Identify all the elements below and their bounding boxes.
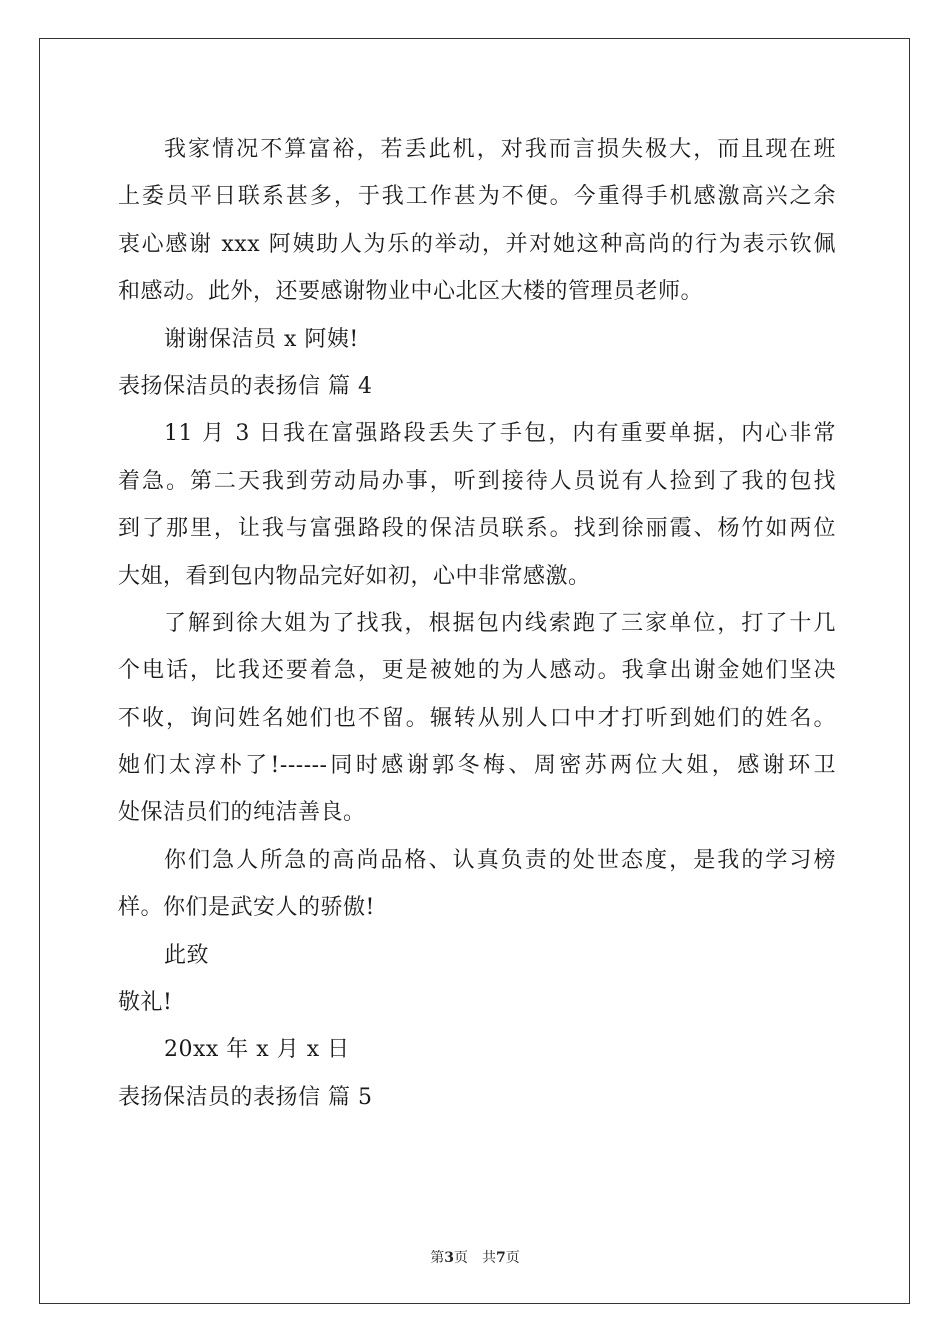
text-line: 不收，询问姓名她们也不留。辗转从别人口中才打听到她们的姓名。	[118, 705, 836, 731]
text-line: 了解到徐大姐为了找我，根据包内线索跑了三家单位，打了十几	[164, 610, 836, 636]
text-line: 此致	[164, 942, 210, 968]
text-line: 20xx 年 x 月 x 日	[164, 1037, 350, 1063]
footer-page-prefix: 第	[430, 1250, 445, 1266]
text-line: 表扬保洁员的表扬信 篇 4	[118, 373, 373, 399]
text-line: 你们急人所急的高尚品格、认真负责的处世态度，是我的学习榜	[164, 847, 836, 873]
text-line: 个电话，比我还要着急，更是被她的为人感动。我拿出谢金她们坚决	[118, 658, 836, 684]
text-line: 衷心感谢 xxx 阿姨助人为乐的举动，并对她这种高尚的行为表示钦佩	[118, 231, 836, 257]
text-line: 处保洁员们的纯洁善良。	[118, 800, 366, 826]
footer-total-suffix: 页	[505, 1250, 520, 1266]
text-line: 大姐，看到包内物品完好如初，心中非常感激。	[118, 563, 591, 589]
text-line: 敬礼!	[118, 990, 173, 1016]
page-footer	[0, 1247, 950, 1267]
footer-page-number: 3	[444, 1250, 454, 1266]
text-line: 表扬保洁员的表扬信 篇 5	[118, 1084, 373, 1110]
footer-total-prefix: 共	[482, 1250, 496, 1266]
footer-page-suffix: 页	[454, 1250, 468, 1266]
text-line: 11 月 3 日我在富强路段丢失了手包，内有重要单据，内心非常	[164, 421, 836, 447]
text-line: 着急。第二天我到劳动局办事，听到接待人员说有人捡到了我的包找	[118, 468, 836, 494]
text-line: 我家情况不算富裕，若丢此机，对我而言损失极大，而且现在班	[164, 137, 836, 162]
text-line: 她们太淳朴了!------同时感谢郭冬梅、周密苏两位大姐，感谢环卫	[118, 753, 836, 779]
text-line: 谢谢保洁员 x 阿姨!	[164, 326, 359, 352]
text-line: 上委员平日联系甚多，于我工作甚为不便。今重得手机感激高兴之余	[118, 184, 836, 210]
document-body	[118, 126, 836, 1121]
text-line: 和感动。此外，还要感谢物业中心北区大楼的管理员老师。	[118, 279, 704, 305]
footer-total-number: 7	[496, 1250, 506, 1266]
text-line: 样。你们是武安人的骄傲!	[118, 895, 375, 921]
text-line: 到了那里，让我与富强路段的保洁员联系。找到徐丽霞、杨竹如两位	[118, 516, 836, 542]
